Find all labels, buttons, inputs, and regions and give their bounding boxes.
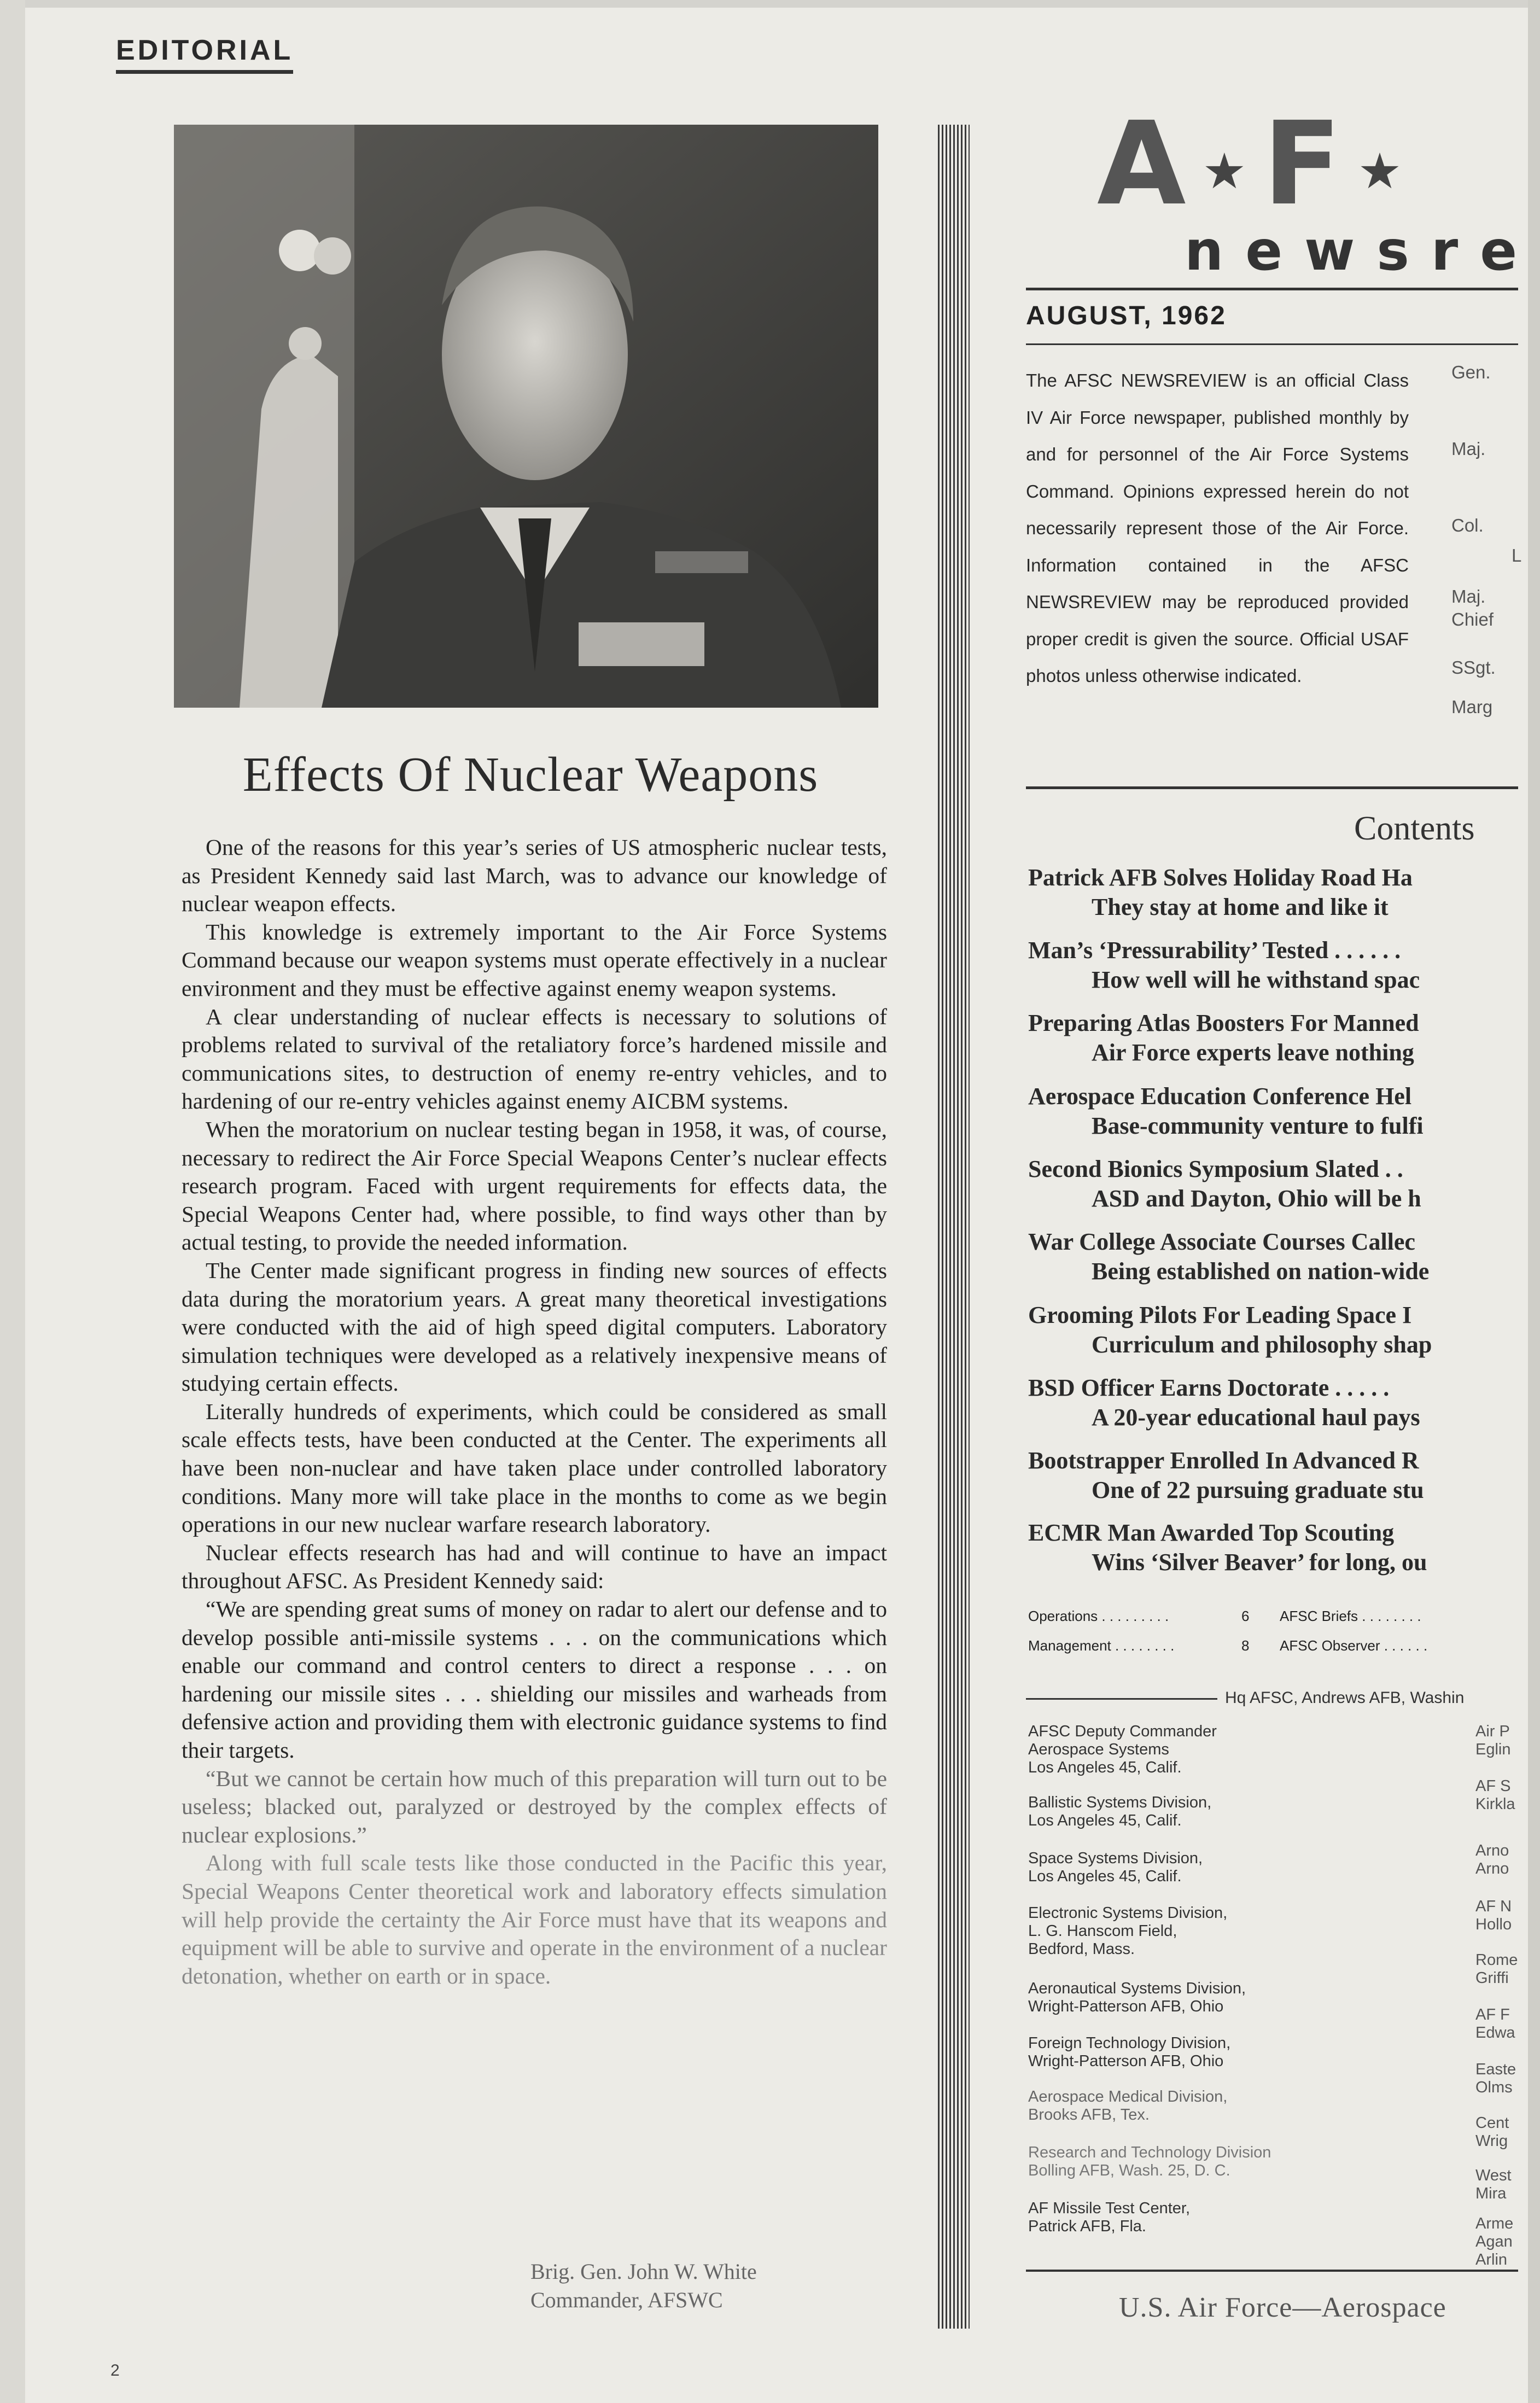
briefs-right: AFSC Briefs . . . . . . . . [1280,1608,1421,1624]
article-paragraph: Along with full scale tests like those conducted in the Pacific this year, Special Weapons Center theoretical work and laboratory effects simulation will help provide the certainty the Air Force must have that its weapons and equipment will be able to survive and operate in the environment of a nuclear detonation, whether on earth or in space. [182,1850,887,1988]
staff-fragment: Chief [1451,609,1494,629]
unit-line: AFSC Deputy Commander [1028,1723,1217,1740]
unit-fragment: Air P [1475,1723,1510,1740]
briefs-left: Management . . . . . . . . [1028,1637,1175,1654]
contents-item-sub: A 20-year educational haul pays [1092,1404,1420,1431]
contents-item-title: BSD Officer Earns Doctorate . . . . . [1028,1374,1390,1401]
unit-line: L. G. Hanscom Field, [1028,1922,1177,1940]
unit-fragment: Easte [1475,2061,1516,2078]
contents-item [1028,863,1413,922]
issue-date: AUGUST, 1962 [1026,301,1227,330]
staff-fragment: Marg [1451,697,1493,717]
unit-line: Space Systems Division, [1028,1850,1203,1867]
article-paragraph: When the moratorium on nuclear testing began in 1958, it was, of course, necessary to redirect the Air Force Special Weapons Center’s nuclear effects research program. Faced with urgent requirements for effects data, the Special Weapons Center had, where possible, to find ways other than by actual testing, to provide the needed information. [182,1116,887,1255]
unit-fragment: Eglin [1475,1741,1511,1758]
article-paragraph: This knowledge is extremely important to the Air Force Systems Command because our weapon systems must operate effectively in a nuclear environment and they must be effective against enemy weapon systems. [182,919,887,1001]
masthead-rule [1026,786,1518,789]
unit-fragment: Edwa [1475,2024,1515,2042]
unit-fragment: Agan [1475,2233,1513,2250]
section-tag: EDITORIAL [116,34,293,74]
unit-entry [1028,1980,1246,2016]
briefs-page: 6 [1241,1608,1250,1624]
contents-item-sub: Base-community venture to fulfi [1092,1112,1424,1139]
article-headline: Effects Of Nuclear Weapons [242,748,819,802]
contents-item-title: War College Associate Courses Callec [1028,1228,1415,1255]
unit-line: Los Angeles 45, Calif. [1028,1812,1182,1829]
unit-fragment: West [1475,2167,1512,2184]
unit-line: Aerospace Systems [1028,1741,1169,1758]
unit-line: Ballistic Systems Division, [1028,1794,1212,1811]
unit-entry [1028,1850,1203,1886]
article-paragraph: Literally hundreds of experiments, which could be considered as small scale effects tests, have been conducted at the Center. The experiments all have been non-nuclear and have taken place under controlled laboratory conditions. Many more will take place in the months to come as we begin operations in our new nuclear warfare research laboratory. [182,1398,887,1537]
unit-entry [1028,2200,1190,2236]
footer-slogan: U.S. Air Force—Aerospace [1119,2292,1446,2323]
unit-line: AF Missile Test Center, [1028,2200,1191,2217]
unit-fragment: Mira [1475,2185,1507,2202]
contents-item-title: Grooming Pilots For Leading Space I [1028,1302,1412,1328]
unit-fragment: Griffi [1475,1969,1509,1987]
unit-fragment: Arno [1475,1860,1509,1877]
contents-item [1028,1008,1419,1068]
masthead-note: The AFSC NEWSREVIEW is an official Class IV Air Force newspaper, published monthly by and for personnel of the Air Force Systems Command. Opinions expressed herein do not necessarily represent those of the Air Force. Information contained in the AFSC NEWSREVIEW may be reproduced provided proper credit is given the source. Official USAF photos unless otherwise indicated. [1026,370,1409,686]
contents-item-sub: One of 22 pursuing graduate stu [1092,1477,1424,1503]
contents-item [1028,936,1420,995]
staff-fragment: Maj. [1451,439,1486,459]
contents-item-sub: Curriculum and philosophy shap [1092,1331,1432,1358]
briefs-row [1028,1608,1421,1625]
contents-item-title: Aerospace Education Conference Hel [1028,1083,1412,1110]
unit-fragment: Arno [1475,1842,1509,1859]
unit-line: Foreign Technology Division, [1028,2034,1231,2052]
unit-fragment: Rome [1475,1951,1518,1969]
logo-letter-a: A [1097,97,1186,231]
contents-item [1028,1373,1420,1432]
article-paragraph: Nuclear effects research has had and will continue to have an impact throughout AFSC. As President Kennedy said: [182,1539,887,1594]
briefs-row [1028,1637,1427,1654]
article-paragraph: “But we cannot be certain how much of this preparation will turn out to be useless; blacked out, paralyzed or destroyed by the complex effects of nuclear explosions.” [182,1765,887,1847]
unit-line: Aerospace Medical Division, [1028,2088,1228,2105]
signature-block [530,2258,870,2314]
staff-fragment: SSgt. [1451,657,1496,678]
staff-fragment: Gen. [1451,362,1491,382]
unit-fragment: Kirkla [1475,1795,1515,1813]
masthead-logo [1097,97,1418,231]
staff-fragment: Maj. [1451,586,1486,606]
contents-item-sub: Wins ‘Silver Beaver’ for long, ou [1092,1549,1427,1576]
contents-title: Contents [1354,810,1475,847]
portrait-photo [174,125,878,708]
unit-entry [1028,1904,1227,1958]
column-divider [938,125,970,2329]
unit-fragment: Olms [1475,2079,1513,2096]
contents-item [1028,1518,1427,1577]
contents-item-sub: Air Force experts leave nothing [1092,1039,1414,1066]
page-right-edge [1528,0,1540,2403]
unit-line: Research and Technology Division [1028,2144,1271,2161]
unit-line: Los Angeles 45, Calif. [1028,1868,1182,1885]
unit-entry [1028,1723,1217,1777]
contents-item-title: Second Bionics Symposium Slated . . [1028,1156,1403,1182]
contents-item [1028,1446,1424,1505]
unit-line: Aeronautical Systems Division, [1028,1980,1246,1997]
contents-item-sub: ASD and Dayton, Ohio will be h [1092,1185,1421,1212]
unit-entry [1028,2034,1230,2070]
signature-title: Commander, AFSWC [530,2288,723,2312]
article-paragraph: A clear understanding of nuclear effects is necessary to solutions of problems related to survival of the retaliatory force’s hardened missile and communications sites, to destruction of enemy re-entry vehicles, and to hardening of our re-entry vehicles against enemy AICBM systems. [182,1004,887,1114]
unit-fragment: Hollo [1475,1916,1512,1933]
contents-item-title: Bootstrapper Enrolled In Advanced R [1028,1447,1419,1474]
contents-item-sub: Being established on nation-wide [1092,1258,1430,1285]
briefs-left: Operations . . . . . . . . . [1028,1608,1169,1624]
unit-line: Wright-Patterson AFB, Ohio [1028,1998,1224,2015]
unit-line: Patrick AFB, Fla. [1028,2218,1146,2235]
unit-fragment: Arme [1475,2215,1514,2232]
unit-line: Brooks AFB, Tex. [1028,2106,1150,2124]
unit-entry [1028,2088,1227,2124]
contents-item [1028,1154,1421,1214]
contents-item [1028,1227,1429,1286]
briefs-page: 8 [1241,1637,1250,1654]
contents-item-sub: They stay at home and like it [1092,894,1389,920]
article-paragraph: “We are spending great sums of money on radar to alert our defense and to develop possible anti-missile systems . . . on the communications which enable our command and control centers to direct a response . . . on hardening our missile sites . . . shielding our missiles and warheads from defensive action and providing them with electronic guidance systems to find their targets. [182,1596,887,1763]
contents-item-title: Man’s ‘Pressurability’ Tested . . . . . . [1028,937,1401,964]
contents-item-sub: How well will he withstand spac [1092,966,1420,993]
page-top-edge [0,0,1540,8]
unit-line: Electronic Systems Division, [1028,1904,1228,1922]
hq-rule [1026,1698,1217,1700]
unit-fragment: Wrig [1475,2132,1508,2150]
contents-item [1028,1082,1424,1141]
unit-fragment: Arlin [1475,2251,1508,2268]
article-body [182,833,887,1990]
unit-fragment: Cent [1475,2114,1509,2132]
masthead-rule [1026,288,1518,290]
hq-text: Hq AFSC, Andrews AFB, Washin [1225,1689,1465,1707]
briefs-right: AFSC Observer . . . . . . [1280,1637,1428,1654]
masthead-rule [1026,343,1518,345]
unit-entry [1028,2144,1271,2180]
contents-item-title: ECMR Man Awarded Top Scouting [1028,1519,1395,1546]
unit-line: Bolling AFB, Wash. 25, D. C. [1028,2162,1230,2179]
contents-item [1028,1300,1432,1360]
masthead-subtitle: newsre [1185,219,1539,283]
unit-line: Los Angeles 45, Calif. [1028,1759,1182,1776]
page-number: 2 [110,2361,120,2379]
unit-fragment: AF S [1475,1777,1511,1795]
hq-line [1026,1689,1518,1707]
article-paragraph: One of the reasons for this year’s series of US atmospheric nuclear tests, as President Kennedy said last March, was to advance our knowledge of nuclear weapon effects. [182,835,887,917]
star-icon: ★ [1357,143,1402,201]
unit-entry [1028,1794,1211,1830]
signature-name: Brig. Gen. John W. White [530,2259,757,2284]
logo-letter-f: F [1263,97,1341,231]
article-paragraph: The Center made significant progress in finding new sources of effects data during the moratorium years. A great many theoretical investigations were conducted with the aid of high speed digital computers. Laboratory simulation techniques were developed as a relatively inexpensive means of studying certain effects. [182,1257,887,1396]
unit-line: Bedford, Mass. [1028,1940,1135,1958]
staff-fragment: L [1512,545,1522,565]
unit-line: Wright-Patterson AFB, Ohio [1028,2052,1224,2070]
page-left-edge [0,0,25,2403]
contents-item-title: Patrick AFB Solves Holiday Road Ha [1028,864,1413,891]
unit-fragment: AF F [1475,2006,1510,2023]
unit-fragment: AF N [1475,1898,1512,1915]
masthead-column [1026,97,1539,2352]
staff-fragment: Col. [1451,515,1484,535]
contents-item-title: Preparing Atlas Boosters For Manned [1028,1010,1419,1036]
star-icon: ★ [1202,143,1247,201]
footer-rule [1026,2270,1518,2272]
